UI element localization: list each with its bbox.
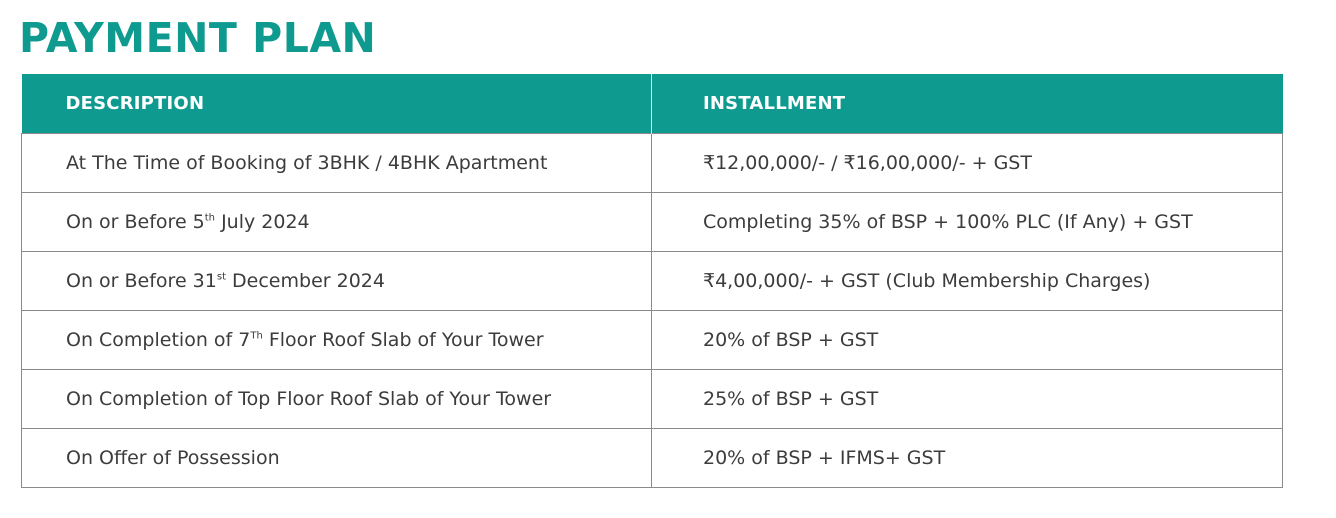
row-description xyxy=(22,251,652,310)
description-text-rest: Floor Roof Slab of Your Tower xyxy=(262,328,544,351)
row-description xyxy=(22,369,652,428)
row-description xyxy=(22,192,652,251)
row-installment: 25% of BSP + GST xyxy=(652,369,1283,428)
table-row xyxy=(22,428,1283,487)
row-installment: Completing 35% of BSP + 100% PLC (If Any) + GST xyxy=(652,192,1283,251)
description-text-rest: December 2024 xyxy=(226,269,385,292)
description-text: On Completion of 7 xyxy=(66,328,251,351)
table-row xyxy=(22,192,1283,251)
ordinal-suffix: Th xyxy=(250,330,263,342)
row-installment: ₹4,00,000/- + GST (Club Membership Charges) xyxy=(652,251,1283,310)
page-title: PAYMENT PLAN xyxy=(19,14,377,62)
table-row xyxy=(22,133,1283,192)
table-row xyxy=(22,369,1283,428)
ordinal-suffix: st xyxy=(216,271,226,283)
row-installment: 20% of BSP + IFMS+ GST xyxy=(652,428,1283,487)
table-row xyxy=(22,251,1283,310)
description-text-rest: July 2024 xyxy=(215,210,310,233)
row-description xyxy=(22,133,652,192)
row-description xyxy=(22,428,652,487)
header-installment: INSTALLMENT xyxy=(652,74,1283,133)
table-row xyxy=(22,310,1283,369)
payment-plan-table xyxy=(21,74,1283,488)
description-text: On or Before 31 xyxy=(66,269,217,292)
description-text: On or Before 5 xyxy=(66,210,205,233)
row-description xyxy=(22,310,652,369)
description-text: On Completion of Top Floor Roof Slab of Your Tower xyxy=(66,387,552,410)
ordinal-suffix: th xyxy=(204,212,216,224)
description-text: At The Time of Booking of 3BHK / 4BHK Apartment xyxy=(66,151,548,174)
table-header-row xyxy=(22,74,1283,133)
row-installment: ₹12,00,000/- / ₹16,00,000/- + GST xyxy=(652,133,1283,192)
header-description: DESCRIPTION xyxy=(22,74,652,133)
description-text: On Offer of Possession xyxy=(66,446,280,469)
row-installment: 20% of BSP + GST xyxy=(652,310,1283,369)
